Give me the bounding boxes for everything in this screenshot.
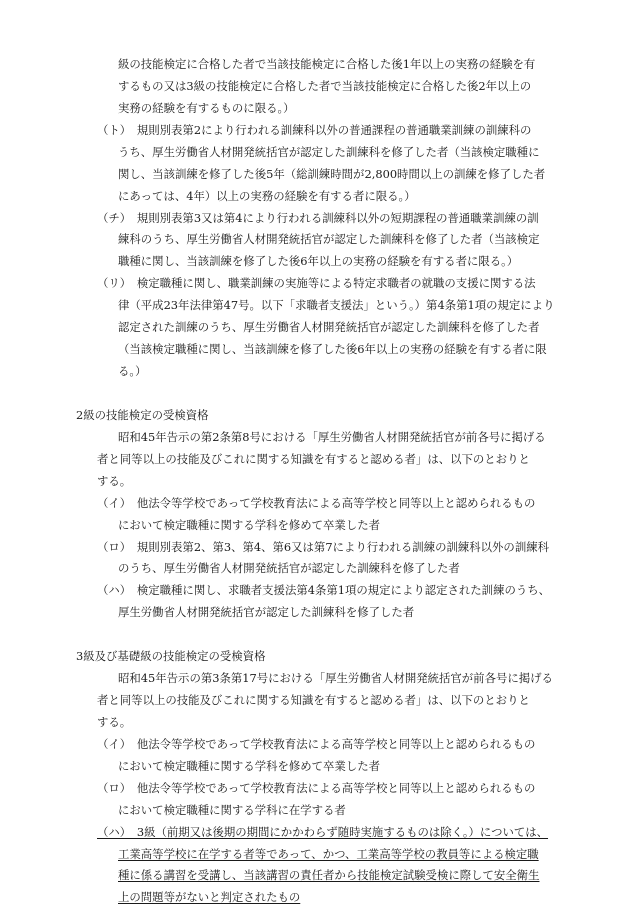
text-line: にあっては、4年）以上の実務の経験を有する者に限る。）	[118, 188, 416, 203]
text-line-underlined: 工業高等学校に在学する者等であって、かつ、工業高等学校の教員等による検定職	[118, 846, 539, 861]
text-line: 級の技能検定に合格した者で当該技能検定に合格した後1年以上の実務の経験を有	[118, 57, 536, 72]
text-line: する。	[97, 714, 132, 729]
text-line: において検定職種に関する学科を修めて卒業した者	[118, 517, 380, 532]
text-line: のうち、厚生労働省人材開発統括官が認定した訓練科を修了した者	[118, 561, 460, 576]
text-line: において検定職種に関する学科を修めて卒業した者	[118, 758, 380, 773]
list-item-ro: （ロ） 他法令等学校であって学校教育法による高等学校と同等以上と認められるもの	[97, 780, 536, 795]
list-item-ri: （リ） 検定職種に関し、職業訓練の実施等による特定求職者の就職の支援に関する法	[97, 276, 536, 291]
text-line: 厚生労働省人材開発統括官が認定した訓練科を修了した者	[118, 605, 415, 620]
section-heading: 3級及び基礎級の技能検定の受検資格	[76, 649, 266, 664]
list-item-chi: （チ） 規則別表第3又は第4により行われる訓練科以外の短期課程の普通職業訓練の訓	[97, 210, 539, 225]
list-item-ha: （ハ） 検定職種に関し、求職者支援法第4条第1項の規定により認定された訓練のうち、	[97, 583, 551, 598]
text-line: 昭和45年告示の第2条第8号における「厚生労働省人材開発統括官が前各号に掲げる	[118, 429, 546, 444]
text-line: 者と同等以上の技能及びこれに関する知識を有すると認める者」は、以下のとおりと	[97, 451, 530, 466]
list-item-i: （イ） 他法令等学校であって学校教育法による高等学校と同等以上と認められるもの	[97, 495, 536, 510]
text-line: する。	[97, 473, 132, 488]
text-line: において検定職種に関する学科に在学する者	[118, 802, 346, 817]
text-line-underlined: 種に係る講習を受講し、当該講習の責任者から技能検定試験受検に際して安全衛生	[118, 868, 540, 883]
text-line: 認定された訓練のうち、厚生労働省人材開発統括官が認定した訓練科を修了した者	[118, 320, 540, 335]
text-line: 関し、当該訓練を修了した後5年（総訓練時間が2,800時間以上の訓練を修了した者	[118, 166, 546, 181]
list-item-ro: （ロ） 規則別表第2、第3、第4、第6又は第7により行われる訓練の訓練科以外の訓練科	[97, 539, 549, 554]
text-line: 昭和45年告示の第3条第17号における「厚生労働省人材開発統括官が前各号に掲げる	[118, 671, 553, 686]
text-line: するもの又は3級の技能検定に合格した者で当該技能検定に合格した後2年以上の	[118, 78, 532, 93]
text-line: 者と同等以上の技能及びこれに関する知識を有すると認める者」は、以下のとおりと	[97, 693, 530, 707]
text-line: 律（平成23年法律第47号。以下「求職者支援法」という。）第4条第1項の規定により	[118, 298, 555, 313]
list-item-ha-underlined: （ハ） 3級（前期又は後期の期間にかかわらず随時実施するものは除く。）については、	[97, 824, 549, 839]
list-item-to: （ト） 規則別表第2により行われる訓練科以外の普通課程の普通職業訓練の訓練科の	[97, 122, 532, 137]
text-line: うち、厚生労働省人材開発統括官が認定した訓練科を修了した者（当該検定職種に	[118, 144, 540, 159]
text-line: 実務の経験を有するものに限る。）	[118, 100, 295, 115]
text-line: 練科のうち、厚生労働省人材開発統括官が認定した訓練科を修了した者（当該検定	[118, 232, 540, 247]
text-line-underlined: 上の問題等がないと判定されたもの	[118, 890, 301, 905]
text-line: る。）	[118, 364, 147, 379]
list-item-i: （イ） 他法令等学校であって学校教育法による高等学校と同等以上と認められるもの	[97, 736, 536, 751]
text-line: 職種に関し、当該訓練を修了した後6年以上の実務の経験を有する者に限る。）	[118, 254, 519, 269]
section-heading: 2級の技能検定の受検資格	[76, 407, 209, 422]
text-line: （当該検定職種に関し、当該訓練を修了した後6年以上の実務の経験を有する者に限	[118, 342, 547, 357]
